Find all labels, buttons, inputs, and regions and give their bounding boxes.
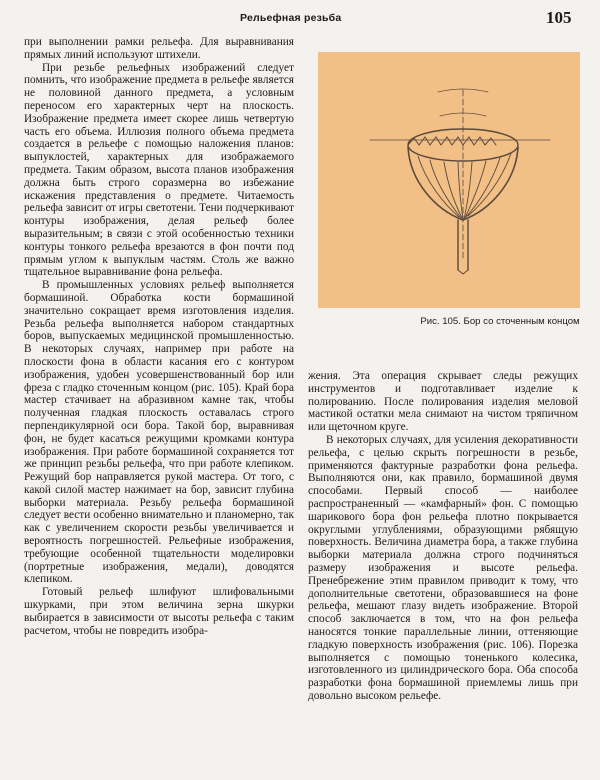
burr-drawing xyxy=(318,52,580,308)
paragraph: При резьбе рельефных изображений следует помнить, что изображение предмета в рельефе является не половиной данного предмета, а условным переносом его характерных черт на плоскость. Изображение предмета имеет скорее лишь четвертую часть его объема. Иллюзия полного объема предмета создается в рельефе с помощью наложения планов: выпуклостей, характерных для изображаемого предмета. Таким образом, высота планов изображения должна быть строго соразмерна во избежание искажения представления о предмете. Читаемость рельефа зависит от игры светотени. Тени подчеркивают контуры изображения, делая рельеф более выразительным; в связи с этой особенностью техники контуры тонкого рельефа врезаются в фон почти под прямым углом к выпуклым частям. Столь же важно тщательное выравнивание фона рельефа. xyxy=(24,61,294,279)
running-title: Рельефная резьба xyxy=(240,12,342,24)
paragraph: В промышленных условиях рельеф выполняется бормашиной. Обработка кости бормашиной значительно сокращает время изготовления изделия. Резьба рельефа выполняется набором стандартных боров, выпускаемых медицинской промышленностью. В некоторых случаях, например при работе на плоскости фона в области касания его с контуром изображения, удобен усовершенствованный бор или фреза с гладко сточенным концом (рис. 105). Край бора мастер стачивает на абразивном камне так, чтобы полученная гладкая плоскость оставалась строго перпендикулярной оси бора. Такой бор, выравнивая фон, не будет касаться режущими кромками контура изображения. При работе бормашиной сохраняется тот же принцип резьбы рельефа, что при работе клепиком. Режущий бор направляется рукой мастера. От того, с какой силой мастер нажимает на бор, зависит глубина выборки материала. Резьбу рельефа бормашиной следует вести особенно внимательно и планомерно, так как с увеличением скорости резьбы увеличивается и вероятность погрешностей. Рельефные изображения, требующие особенной тщательности моделировки (портретные изображения, медали), доводятся клепиком. xyxy=(24,279,294,586)
paragraph: Готовый рельеф шлифуют шлифовальными шкурками, при этом величина зерна шкурки выбирается в зависимости от высоты рельефа с таким расчетом, чтобы не повредить изобра- xyxy=(24,586,294,637)
figure-caption: Рис. 105. Бор со сточенным концом xyxy=(420,316,580,327)
page-number: 105 xyxy=(546,8,572,27)
right-text-column xyxy=(308,370,578,703)
left-text-column xyxy=(24,36,294,637)
figure-105-illustration xyxy=(318,52,580,308)
paragraph: при выполнении рамки рельефа. Для выравнивания прямых линий используют штихели. xyxy=(24,36,294,61)
paragraph: В некоторых случаях, для усиления декоративности рельефа, с целью скрыть погрешности в резьбе, применяются фактурные разработки фона рельефа. Выполняются они, как правило, бормашиной двумя способами. Первый способ — наиболее распространенный — «камфарный» фон. С помощью шарикового бора фон рельефа плотно покрывается округлыми углублениями, образующими рябящую поверхность. Величина диаметра бора, а также глубина выборки материала должна строго подчиняться размеру изображения и высоте рельефа. Пренебрежение этим правилом приводит к тому, что дополнительные светотени, образовавшиеся на фоне рельефа, мешают глазу видеть изображение. Второй способ заключается в том, что на фон рельефа наносятся тонкие параллельные линии, оттеняющие гладкую поверхность изображения (рис. 106). Порезка выполняется с помощью тоненького колесика, изготовленного из цилиндрического бора. Оба способа разработки фона бормашиной приемлемы лишь при довольно высоком рельефе. xyxy=(308,433,578,702)
paragraph: жения. Эта операция скрывает следы режущих инструментов и подготавливает изделие к полированию. После полирования изделия меловой мастикой остатки мела снимают на чистом тряпичном или щеточном круге. xyxy=(308,370,578,434)
